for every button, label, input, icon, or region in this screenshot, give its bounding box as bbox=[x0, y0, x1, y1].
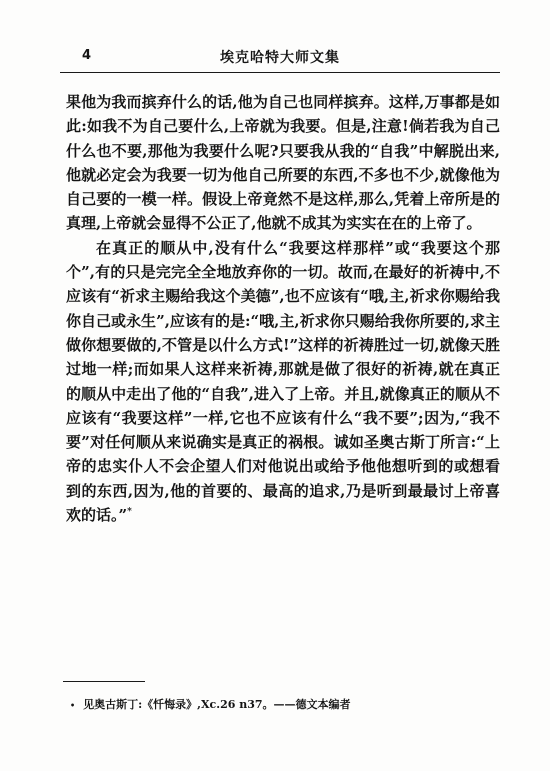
footnote-text: 见奥古斯丁:《忏悔录》,Ⅹc.26 n37。——德文本编者 bbox=[83, 698, 351, 711]
footnote-marker: * bbox=[127, 507, 132, 518]
footnote bbox=[70, 696, 490, 712]
paragraph-2 bbox=[66, 236, 500, 528]
page-number: 4 bbox=[82, 48, 92, 63]
running-title: 埃克哈特大师文集 bbox=[220, 50, 340, 66]
paragraph-1: 果他为我而摈弃什么的话,他为自己也同样摈弃。这样,万事都是如此:如我不为自己要什么,上帝就为我要。但是,注意!倘若我为自己什么也不要,那他为我要什么呢?只要我从我的“自我”中解脱出来,他就必定会为我要一切为他自己所要的东西,不多也不少,就像他为自己要的一模一样。假设上帝竟然不是这样,那么,凭着上帝所是的真理,上帝就会显得不公正了,他就不成其为实实在在的上帝了。 bbox=[66, 93, 500, 233]
paragraph-2-text: 在真正的顺从中,没有什么“我要这样那样”或“我要这个那个”,有的只是完完全全地放弃你的一切。故而,在最好的祈祷中,不应该有“祈求主赐给我这个美德”,也不应该有“哦,主,祈求你赐给我你自己或永生”,应该有的是:“哦,主,祈求你只赐给我你所要的,求主做你想要做的,不管是以什么方式!”这样的祈祷胜过一切,就像天胜过地一样;而如果人这样来祈祷,那就是做了很好的祈祷,就在真正的顺从中走出了他的“自我”,进入了上帝。并且,就像真正的顺从不应该有“我要这样”一样,它也不应该有什么“我不要”;因为,“我不要”对任何顺从来说确实是真正的祸根。诚如圣奥古斯丁所言:“上帝的忠实仆人不会企望人们对他说出或给予他他想听到的或想看到的东西,因为,他的首要的、最高的追求,乃是听到最最讨上帝喜欢的话。” bbox=[66, 238, 500, 525]
footnote-rule bbox=[63, 681, 145, 682]
page-header bbox=[60, 46, 500, 68]
body-text bbox=[66, 90, 500, 527]
header-rule bbox=[60, 72, 500, 73]
footnote-bullet: • bbox=[70, 700, 76, 710]
